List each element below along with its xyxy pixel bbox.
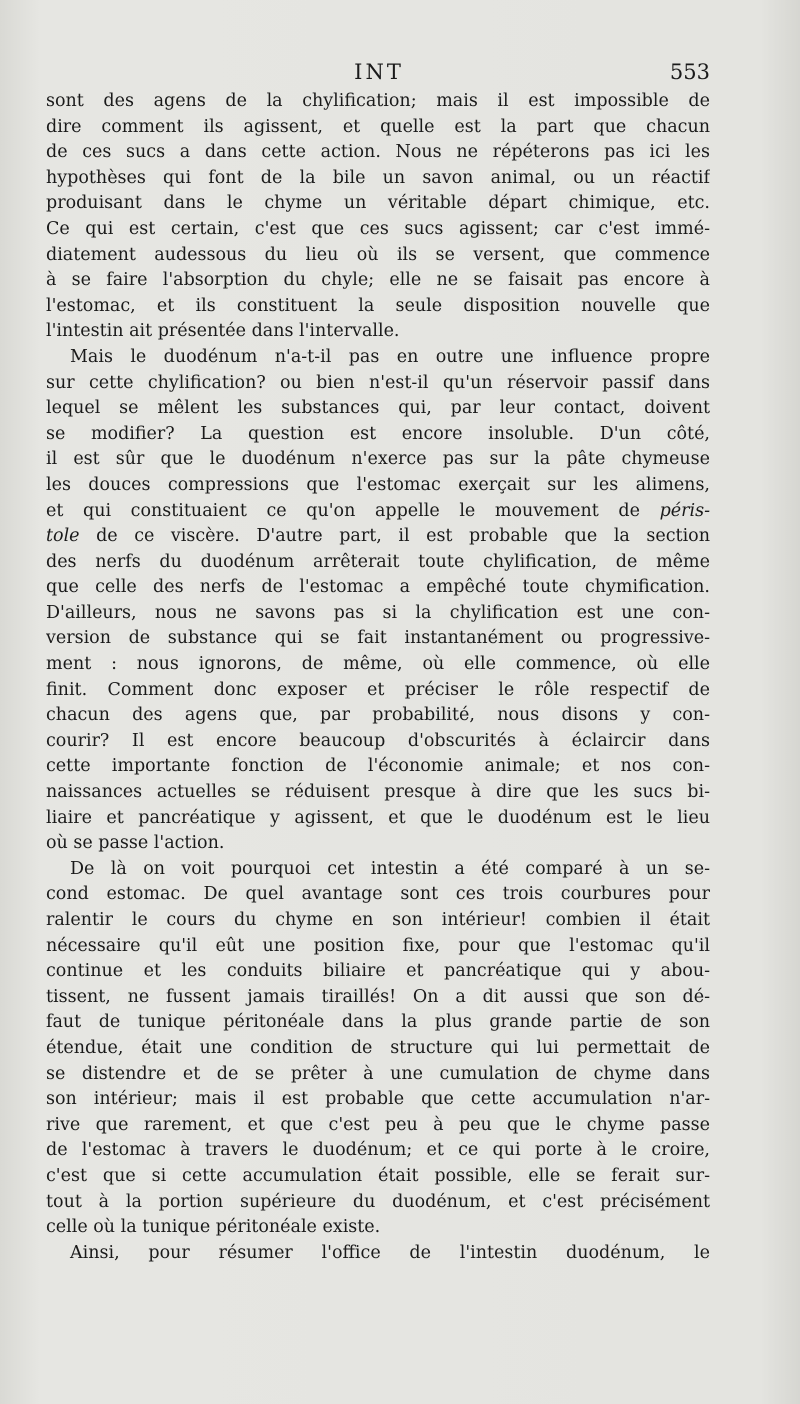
text-line: continue et les conduits biliaire et pancréatique qui y abou- [46,961,710,982]
text-line: cond estomac. De quel avantage sont ces trois courbures pour [46,884,710,905]
page-number: 553 [669,60,710,84]
text-line: tout à la portion supérieure du duodénum, et c'est précisément [46,1191,710,1212]
italic-term: péris- [659,500,710,521]
text-line: se distendre et de se prêter à une cumulation de chyme dans [46,1063,710,1084]
text-line-with-italic [46,499,710,525]
text-line-with-italic [46,524,710,550]
paragraph [46,345,710,857]
text-line: Ainsi, pour résumer l'office de l'intestin duodénum, le [70,1242,710,1263]
running-head [48,58,710,88]
paragraph [46,857,710,1241]
text-line: des nerfs du duodénum arrêterait toute chylification, de même [46,551,710,572]
text-line: cette importante fonction de l'économie animale; et nos con- [46,756,710,777]
text-line: diatement audessous du lieu où ils se versent, que commence [46,244,710,265]
text-line: ralentir le cours du chyme en son intérieur! combien il était [46,910,710,930]
text-line: sont des agens de la chylification; mais il est impossible de [46,91,710,111]
text-line: ment : nous ignorons, de même, où elle commence, où elle [46,654,710,675]
paragraph [46,1241,710,1267]
text-line: naissances actuelles se réduisent presque à dire que les sucs bi- [46,782,710,803]
text-line: celle où la tunique péritonéale existe. [46,1217,381,1238]
text-line: De là on voit pourquoi cet intestin a été comparé à un se- [70,858,710,879]
text-line: lequel se mêlent les substances qui, par leur contact, doivent [46,398,710,419]
text-line: sur cette chylification? ou bien n'est-il qu'un réservoir passif dans [46,372,710,393]
text-line: courir? Il est encore beaucoup d'obscurités à éclaircir dans [46,730,710,751]
text-line: liaire et pancréatique y agissent, et que le duodénum est le lieu [46,807,710,828]
text-line: les douces compressions que l'estomac exerçait sur les alimens, [46,474,710,495]
text-line: Ce qui est certain, c'est que ces sucs agissent; car c'est immé- [46,218,710,239]
text-line: se modifier? La question est encore insoluble. D'un côté, [46,423,710,444]
text-line: nécessaire qu'il eût une position fixe, pour que l'estomac qu'il [46,935,710,956]
body-text [46,89,710,1266]
text-line: tissent, ne fussent jamais tiraillés! On a dit aussi que son dé- [46,986,710,1007]
text-line: à se faire l'absorption du chyle; elle ne se faisait pas encore à [46,270,710,291]
text-line: l'estomac, et ils constituent la seule disposition nouvelle que [46,295,710,316]
text-line: chacun des agens que, par probabilité, nous disons y con- [46,705,710,726]
paragraph [46,89,710,345]
text-segment: de ce viscère. D'autre part, il est probable que la section [79,526,710,547]
text-line: c'est que si cette accumulation était possible, elle se ferait sur- [46,1165,710,1186]
text-line: il est sûr que le duodénum n'exerce pas sur la pâte chymeuse [46,449,710,470]
running-head-title: INT [354,60,404,84]
text-line: étendue, était une condition de structure qui lui permettait de [46,1037,710,1058]
text-line: finit. Comment donc exposer et préciser le rôle respectif de [46,679,710,700]
text-line: version de substance qui se fait instantanément ou progressive- [46,628,710,649]
text-line: où se passe l'action. [46,833,225,854]
text-line: dire comment ils agissent, et quelle est la part que chacun [46,116,710,137]
text-line: produisant dans le chyme un véritable départ chimique, etc. [46,193,710,214]
text-line: Mais le duodénum n'a-t-il pas en outre une influence propre [70,346,710,367]
text-line: de l'estomac à travers le duodénum; et ce qui porte à le croire, [46,1140,710,1161]
text-line: l'intestin ait présentée dans l'intervalle. [46,321,400,342]
italic-term: tole [46,526,80,547]
text-line: son intérieur; mais il est probable que cette accumulation n'ar- [46,1089,710,1110]
text-line: D'ailleurs, nous ne savons pas si la chylification est une con- [46,602,710,623]
text-line: hypothèses qui font de la bile un savon animal, ou un réactif [46,167,710,188]
text-line: faut de tunique péritonéale dans la plus grande partie de son [46,1012,710,1033]
text-line: rive que rarement, et que c'est peu à peu que le chyme passe [46,1114,710,1135]
text-segment: et qui constituaient ce qu'on appelle le mouvement de [46,500,640,521]
text-line: de ces sucs a dans cette action. Nous ne répéterons pas ici les [46,142,710,163]
text-line: que celle des nerfs de l'estomac a empêché toute chymification. [46,577,710,598]
